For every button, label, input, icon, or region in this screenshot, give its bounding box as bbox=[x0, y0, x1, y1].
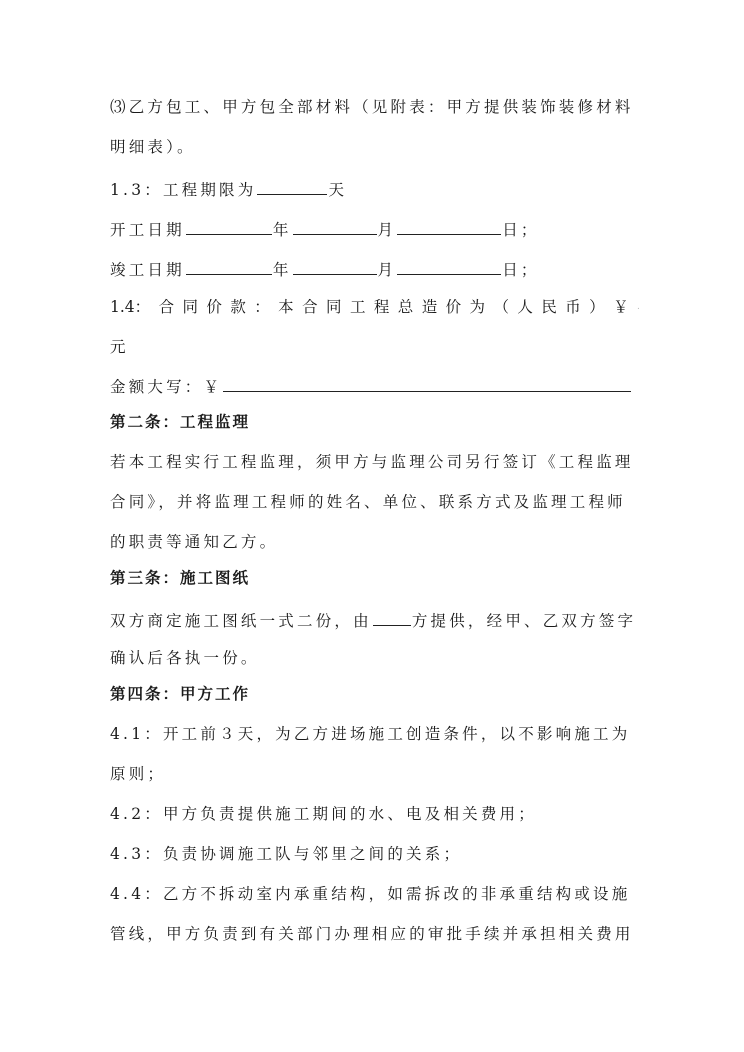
char: 合 bbox=[302, 298, 318, 316]
char: 总 bbox=[397, 298, 414, 316]
end-month-blank[interactable] bbox=[293, 257, 377, 275]
month-label: 月 bbox=[377, 261, 397, 279]
section-2-para-line1: 若本工程实行工程监理，须甲方与监理公司另行签订《工程监理 bbox=[110, 453, 634, 471]
start-month-blank[interactable] bbox=[293, 217, 377, 235]
char: 程 bbox=[373, 298, 390, 316]
start-date-line bbox=[110, 217, 634, 240]
clause-1-2-3-line2: 明细表）。 bbox=[110, 138, 196, 156]
char: 币 bbox=[565, 298, 581, 316]
section-2-heading: 第二条：工程监理 bbox=[110, 413, 251, 431]
clause-1-4 bbox=[110, 297, 640, 317]
item-4-1-line1: 4.1：开工前３天，为乙方进场施工创造条件，以不影响施工为 bbox=[110, 725, 631, 743]
days-unit: 天 bbox=[328, 181, 348, 199]
section-2-para-line3: 的职责等通知乙方。 bbox=[110, 533, 279, 551]
amount-in-words-label: 金额大写：￥ bbox=[110, 378, 223, 396]
item-4-3: 4.3：负责协调施工队与邻里之间的关系； bbox=[110, 845, 463, 863]
char: 同 bbox=[326, 298, 342, 316]
day-label: 日； bbox=[502, 221, 540, 239]
clause-number: 1.4： bbox=[110, 298, 151, 316]
start-year-blank[interactable] bbox=[186, 217, 272, 235]
section-2-para-line2: 合同》，并将监理工程师的姓名、单位、联系方式及监理工程师 bbox=[110, 493, 626, 511]
char: 为 bbox=[469, 298, 486, 316]
end-year-blank[interactable] bbox=[186, 257, 272, 275]
char: ） bbox=[589, 298, 605, 316]
duration-days-blank[interactable] bbox=[257, 177, 327, 195]
month-label: 月 bbox=[377, 221, 397, 239]
item-4-4-line1: 4.4：乙方不拆动室内承重结构，如需拆改的非承重结构或设施 bbox=[110, 885, 631, 903]
clause-1-4-unit: 元 bbox=[110, 338, 129, 356]
start-day-blank[interactable] bbox=[397, 217, 501, 235]
char: 工 bbox=[349, 298, 366, 316]
end-day-blank[interactable] bbox=[397, 257, 501, 275]
clause-1-3 bbox=[110, 177, 634, 200]
section-3-heading: 第三条：施工图纸 bbox=[110, 569, 251, 587]
drawings-text-cont: 方提供，经甲、乙双方签字 bbox=[411, 612, 637, 630]
char: 人 bbox=[517, 298, 533, 316]
amount-in-words-line bbox=[110, 374, 634, 397]
day-label: 日； bbox=[502, 261, 540, 279]
char: （ bbox=[493, 298, 509, 316]
item-4-4-line2: 管线，甲方负责到有关部门办理相应的审批手续并承担相关费用 bbox=[110, 925, 634, 943]
stray-mark: . bbox=[637, 302, 640, 312]
section-3-para-line1 bbox=[110, 608, 637, 631]
char: 价 bbox=[206, 298, 222, 316]
char: 同 bbox=[182, 298, 198, 316]
drawings-text: 双方商定施工图纸一式二份，由 bbox=[110, 612, 372, 630]
provider-blank[interactable] bbox=[373, 608, 411, 626]
char: 款 bbox=[230, 298, 246, 316]
section-4-heading: 第四条：甲方工作 bbox=[110, 685, 251, 703]
char: 民 bbox=[541, 298, 557, 316]
year-label: 年 bbox=[272, 221, 292, 239]
char: 本 bbox=[278, 298, 294, 316]
section-3-para-line2: 确认后各执一份。 bbox=[110, 649, 260, 667]
char: ： bbox=[254, 298, 270, 316]
char: 合 bbox=[158, 298, 175, 316]
clause-1-2-3-line1: ⑶乙方包工、甲方包全部材料（见附表：甲方提供装饰装修材料 bbox=[110, 98, 634, 116]
item-4-1-line2: 原则； bbox=[110, 765, 167, 783]
char: 价 bbox=[445, 298, 462, 316]
yuan-symbol: ￥ bbox=[613, 298, 629, 316]
item-4-2: 4.2：甲方负责提供施工期间的水、电及相关费用； bbox=[110, 805, 537, 823]
amount-in-words-blank[interactable] bbox=[223, 374, 631, 392]
start-date-label: 开工日期 bbox=[110, 221, 185, 239]
duration-label: 1.3：工程期限为 bbox=[110, 181, 257, 199]
year-label: 年 bbox=[272, 261, 292, 279]
char: 造 bbox=[421, 298, 438, 316]
end-date-line bbox=[110, 257, 634, 280]
end-date-label: 竣工日期 bbox=[110, 261, 185, 279]
